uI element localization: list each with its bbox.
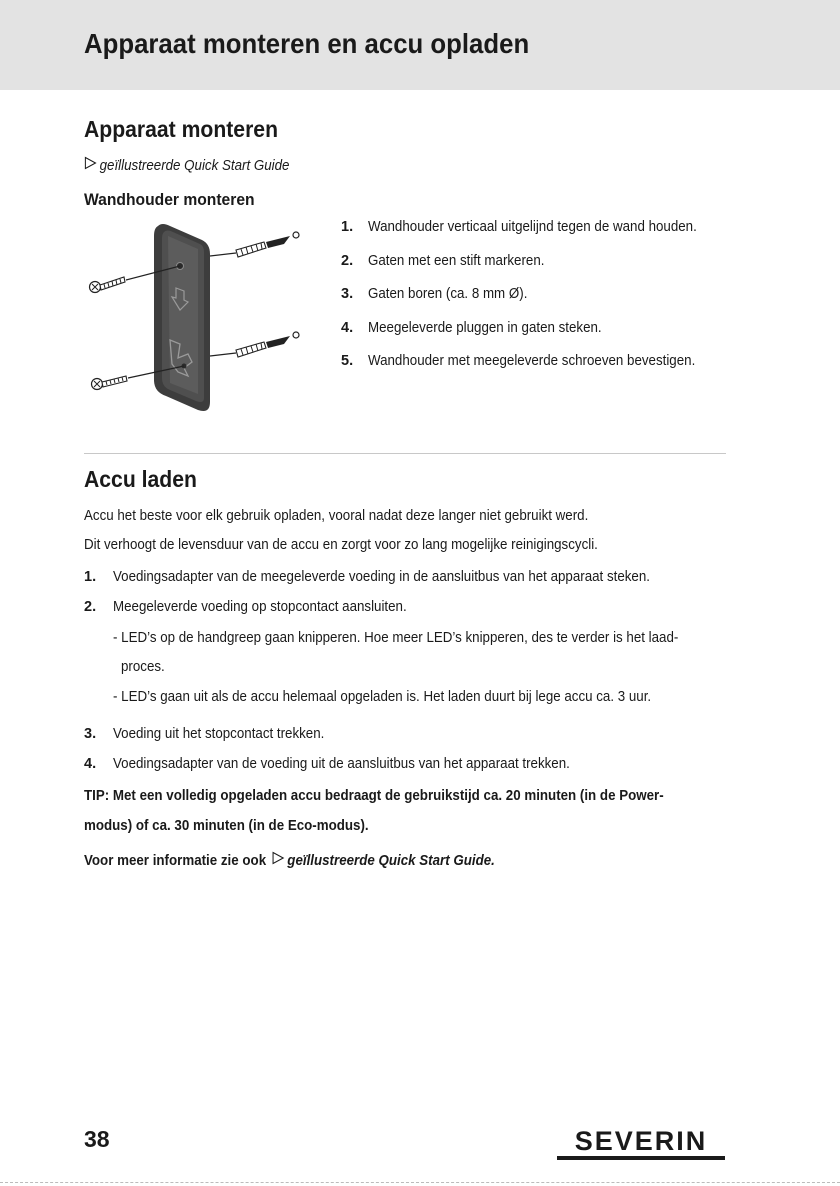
list-item	[341, 286, 741, 320]
step-number: 4.	[341, 319, 354, 336]
list-item	[84, 569, 744, 585]
page-bottom-edge	[0, 1182, 840, 1184]
mounting-steps	[341, 219, 741, 387]
more-info-line	[84, 851, 495, 869]
page-title: Apparaat monteren en accu opladen	[84, 28, 530, 59]
step-number: 5.	[341, 353, 354, 369]
step-text: Meegeleverde voeding op stopcontact aansluiten.	[113, 599, 407, 615]
section-divider	[84, 453, 726, 454]
more-info-prefix: Voor meer informatie zie ook	[84, 853, 267, 869]
brand-wordmark: SEVERIN	[574, 1128, 708, 1156]
charging-step-3	[84, 726, 744, 742]
step-number: 3.	[84, 726, 97, 742]
list-item	[341, 219, 741, 253]
led-note-charged: - LED’s gaan uit als de accu helemaal opgeladen is. Het laden duurt bij lege accu ca. 3 uur.	[113, 689, 652, 705]
page-number: 38	[84, 1126, 110, 1152]
step-text: Gaten boren (ca. 8 mm Ø).	[368, 286, 528, 302]
led-note-line-2: proces.	[121, 659, 165, 675]
step-number: 2.	[341, 252, 354, 269]
wall-holder-illustration	[84, 218, 310, 418]
tip-line-2: modus) of ca. 30 minuten (in de Eco-modus).	[84, 818, 369, 834]
charging-step-2	[84, 599, 744, 615]
step-text: Gaten met een stift markeren.	[368, 252, 545, 269]
section-heading-mounting: Apparaat monteren	[84, 116, 279, 142]
tip-line-1: TIP: Met een volledig opgeladen accu bedraagt de gebruikstijd ca. 20 minuten (in de Power-	[84, 788, 664, 804]
triangle-outline-icon	[84, 156, 97, 174]
list-item	[84, 756, 744, 772]
list-item	[341, 253, 741, 287]
intro-line-2: Dit verhoogt de levensduur van de accu en zorgt voor zo lang mogelijke reinigingscycli.	[84, 537, 598, 553]
list-item	[341, 320, 741, 354]
step-text: Wandhouder met meegeleverde schroeven bevestigen.	[368, 353, 696, 369]
quick-start-reference-text: geïllustreerde Quick Start Guide	[99, 158, 290, 174]
step-number: 2.	[84, 599, 97, 615]
wall-plug-graphic-lower	[210, 332, 299, 357]
step-number: 1.	[341, 219, 354, 235]
charging-step-1	[84, 569, 744, 585]
severin-logo	[555, 1128, 727, 1164]
step-text: Meegeleverde pluggen in gaten steken.	[368, 319, 602, 336]
list-item	[84, 726, 744, 742]
more-info-reference: geïllustreerde Quick Start Guide.	[287, 853, 495, 869]
step-number: 3.	[341, 286, 354, 302]
list-item	[341, 353, 741, 387]
led-note-line-1: - LED’s op de handgreep gaan knipperen. Hoe meer LED’s knipperen, des te verder is het laad-	[113, 630, 679, 646]
wall-holder-graphic	[154, 224, 210, 411]
step-text: Voeding uit het stopcontact trekken.	[113, 726, 325, 742]
intro-line-1: Accu het beste voor elk gebruik opladen, vooral nadat deze langer niet gebruikt werd.	[84, 508, 589, 524]
subheading-wall-holder: Wandhouder monteren	[84, 190, 255, 209]
triangle-outline-icon	[272, 851, 285, 869]
quick-start-reference	[84, 156, 289, 174]
step-text: Voedingsadapter van de meegeleverde voeding in de aansluitbus van het apparaat steken.	[113, 569, 650, 585]
step-text: Voedingsadapter van de voeding uit de aansluitbus van het apparaat trekken.	[113, 756, 570, 772]
step-number: 4.	[84, 756, 97, 772]
wall-plug-graphic-upper	[210, 232, 299, 257]
list-item	[84, 599, 744, 615]
step-text: Wandhouder verticaal uitgelijnd tegen de wand houden.	[368, 219, 697, 235]
step-number: 1.	[84, 569, 97, 585]
charging-step-4	[84, 756, 744, 772]
section-heading-charging: Accu laden	[84, 466, 197, 492]
